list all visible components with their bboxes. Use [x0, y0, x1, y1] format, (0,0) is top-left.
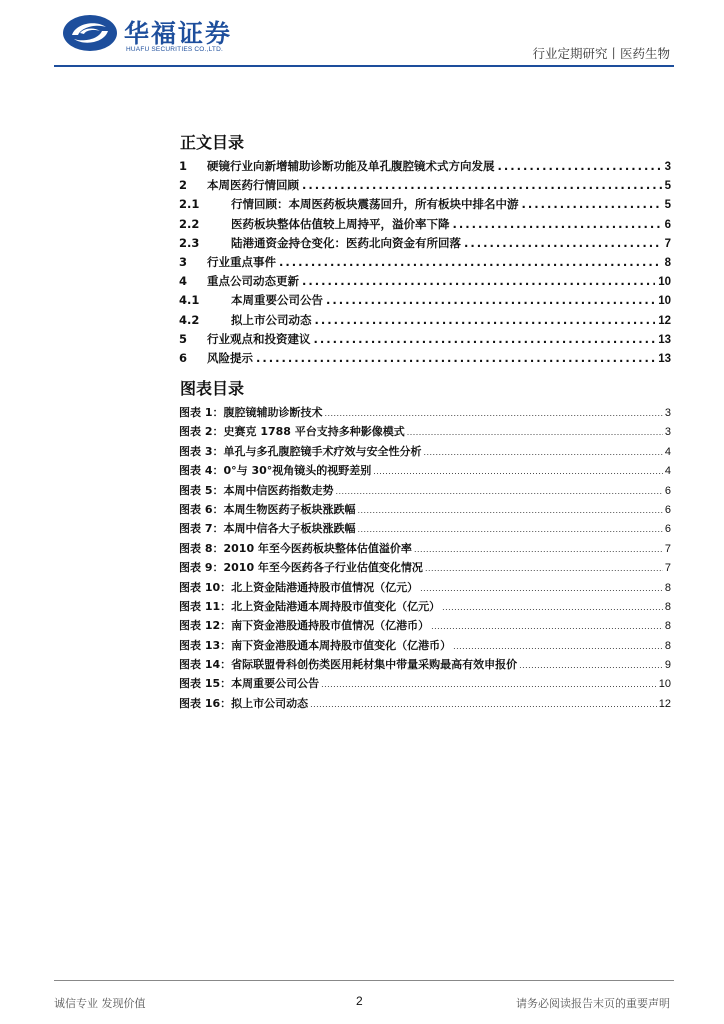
toc-item-number: 5: [179, 331, 188, 346]
logo-english-name: HUAFU SECURITIES CO.,LTD.: [126, 46, 223, 53]
toc-item-page: 10: [658, 276, 671, 289]
toc-item[interactable]: [179, 235, 671, 254]
toc-item-title: 本周重要公司公告: [231, 293, 323, 308]
toc-item[interactable]: [179, 350, 671, 369]
dot-leader: [279, 255, 662, 269]
figure-item[interactable]: [179, 559, 671, 578]
dot-leader: [310, 699, 657, 709]
toc-item-number: 6: [179, 350, 188, 365]
toc-item-number: 4.1: [179, 293, 200, 308]
figure-item[interactable]: [179, 404, 671, 423]
dot-leader: [420, 583, 663, 593]
dot-leader: [464, 236, 662, 250]
dot-leader: [431, 621, 663, 631]
dot-leader: [324, 408, 662, 418]
toc-item-title: 本周医药行情回顾: [207, 178, 299, 193]
figure-item-label: 图表 1：腹腔镜辅助诊断技术: [179, 406, 323, 419]
dot-leader: [302, 274, 655, 288]
figure-item[interactable]: [179, 598, 671, 617]
logo-chinese-name: 华福证券: [124, 19, 233, 48]
figure-item-page: 10: [658, 678, 671, 691]
figure-item-page: 7: [664, 542, 671, 555]
toc-item-page: 12: [658, 314, 671, 327]
toc-item-page: 13: [658, 352, 671, 365]
toc-item-title: 硬镜行业向新增辅助诊断功能及单孔腹腔镜术式方向发展: [207, 159, 495, 173]
toc-item-title: 拟上市公司动态: [231, 312, 312, 327]
toc-item-number: 1: [179, 159, 188, 173]
toc-item-title: 医药板块整体估值较上周持平，溢价率下降: [231, 216, 450, 231]
toc-item-number: 2.2: [179, 216, 200, 231]
toc-item-number: 3: [179, 254, 188, 269]
footer-slogan: 诚信专业 发现价值: [54, 997, 146, 1010]
figure-item[interactable]: [179, 637, 671, 656]
figure-item-page: 9: [664, 659, 671, 672]
page-number: 2: [356, 994, 363, 1008]
figure-item[interactable]: [179, 617, 671, 636]
toc-item[interactable]: [179, 196, 671, 215]
figure-item-label: 图表 14：省际联盟骨科创伤类医用耗材集中带量采购最高有效申报价: [179, 658, 518, 672]
toc-item-title: 陆港通资金持仓变化：医药北向资金有所回落: [231, 235, 461, 250]
figure-item-label: 图表 9：2010 年至今医药各子行业估值变化情况: [179, 561, 423, 575]
figure-item-page: 7: [664, 562, 671, 575]
toc-item[interactable]: [179, 273, 671, 292]
toc-item-page: 7: [664, 237, 671, 250]
footer-divider: [54, 980, 674, 981]
figure-item[interactable]: [179, 501, 671, 520]
figure-item[interactable]: [179, 462, 671, 481]
dot-leader: [423, 447, 662, 457]
dot-leader: [302, 178, 662, 192]
figure-item-label: 图表 13：南下资金港股通本周持股市值变化（亿港币）: [179, 638, 452, 652]
dot-leader: [335, 486, 662, 496]
header-divider: [54, 65, 674, 67]
toc-item[interactable]: [179, 312, 671, 331]
figure-item-page: 3: [664, 407, 671, 419]
figure-item[interactable]: [179, 675, 671, 694]
figure-item[interactable]: [179, 482, 671, 501]
figure-item-label: 图表 15：本周重要公司公告: [179, 677, 320, 691]
toc-item[interactable]: [179, 331, 671, 350]
figure-item[interactable]: [179, 520, 671, 539]
toc-item-title: 行业重点事件: [207, 254, 276, 269]
figure-item-label: 图表 3：单孔与多孔腹腔镜手术疗效与安全性分析: [179, 444, 422, 458]
figure-item-page: 6: [664, 484, 671, 497]
dot-leader: [519, 660, 663, 670]
figure-item-page: 12: [658, 697, 671, 710]
figure-item-page: 8: [664, 620, 671, 633]
dot-leader: [357, 505, 662, 515]
dot-leader: [498, 159, 662, 173]
huafu-logo-icon: [62, 14, 118, 52]
dot-leader: [453, 217, 662, 231]
dot-leader: [373, 466, 663, 476]
figure-item-page: 6: [664, 523, 671, 536]
figure-item[interactable]: [179, 579, 671, 598]
toc-item-number: 4.2: [179, 312, 200, 327]
toc-list: [179, 158, 671, 369]
figure-item-label: 图表 11：北上资金陆港通本周持股市值变化（亿元）: [179, 599, 441, 613]
figure-item[interactable]: [179, 540, 671, 559]
figure-item-label: 图表 5：本周中信医药指数走势: [179, 483, 334, 497]
toc-item-title: 重点公司动态更新: [207, 274, 299, 289]
figure-item-page: 4: [664, 465, 671, 478]
toc-item-page: 10: [658, 295, 671, 308]
dot-leader: [256, 351, 655, 365]
dot-leader: [407, 427, 663, 437]
dot-leader: [522, 197, 662, 211]
figure-item-page: 4: [664, 445, 671, 458]
dot-leader: [314, 332, 656, 346]
toc-item[interactable]: [179, 254, 671, 273]
toc-item[interactable]: [179, 216, 671, 235]
toc-item-page: 6: [664, 218, 671, 231]
toc-item-number: 4: [179, 274, 188, 289]
dot-leader: [315, 313, 656, 327]
figure-item[interactable]: [179, 695, 671, 714]
toc-item[interactable]: [179, 158, 671, 177]
figure-item-label: 图表 12：南下资金港股通持股市值情况（亿港币）: [179, 619, 430, 633]
figure-item-label: 图表 2：史赛克 1788 平台支持多种影像模式: [179, 425, 405, 439]
dot-leader: [357, 524, 662, 534]
toc-item-page: 13: [658, 333, 671, 346]
figure-item[interactable]: [179, 656, 671, 675]
toc-item[interactable]: [179, 292, 671, 311]
figure-item-label: 图表 8：2010 年至今医药板块整体估值溢价率: [179, 541, 412, 555]
dot-leader: [326, 293, 655, 307]
dot-leader: [453, 641, 663, 651]
toc-item-number: 2.3: [179, 235, 200, 250]
figure-list: [179, 404, 671, 714]
report-type-label: 行业定期研究丨医药生物: [532, 46, 670, 61]
toc-item-page: 5: [664, 180, 671, 193]
figure-item-page: 8: [664, 581, 671, 594]
dot-leader: [425, 563, 663, 573]
footer-disclaimer: 请务必阅读报告末页的重要声明: [516, 997, 670, 1010]
toc-item-title: 行情回顾：本周医药板块震荡回升，所有板块中排名中游: [231, 197, 519, 212]
figure-item[interactable]: [179, 443, 671, 462]
figure-item-label: 图表 16：拟上市公司动态: [179, 696, 309, 710]
figure-item-page: 3: [664, 426, 671, 439]
dot-leader: [321, 679, 657, 689]
toc-item-title: 风险提示: [207, 350, 253, 365]
figure-item-label: 图表 7：本周中信各大子板块涨跌幅: [179, 522, 356, 536]
toc-item-title: 行业观点和投资建议: [207, 331, 311, 346]
toc-heading: 正文目录: [180, 133, 245, 152]
figure-item-page: 6: [664, 503, 671, 516]
figure-item-label: 图表 4：0°与 30°视角镜头的视野差别: [179, 464, 372, 478]
figure-item-label: 图表 6：本周生物医药子板块涨跌幅: [179, 502, 356, 516]
figure-item-label: 图表 10：北上资金陆港通持股市值情况（亿元）: [179, 580, 419, 594]
figure-item-page: 8: [664, 600, 671, 613]
toc-item[interactable]: [179, 177, 671, 196]
figure-item-page: 8: [664, 639, 671, 652]
figure-list-heading: 图表目录: [180, 379, 245, 398]
toc-item-page: 5: [664, 199, 671, 212]
toc-item-page: 8: [664, 256, 671, 269]
toc-item-number: 2.1: [179, 197, 200, 212]
dot-leader: [414, 544, 663, 554]
toc-item-number: 2: [179, 178, 188, 193]
toc-item-page: 3: [664, 161, 671, 173]
dot-leader: [442, 602, 663, 612]
figure-item[interactable]: [179, 423, 671, 442]
page-header: [0, 0, 724, 70]
